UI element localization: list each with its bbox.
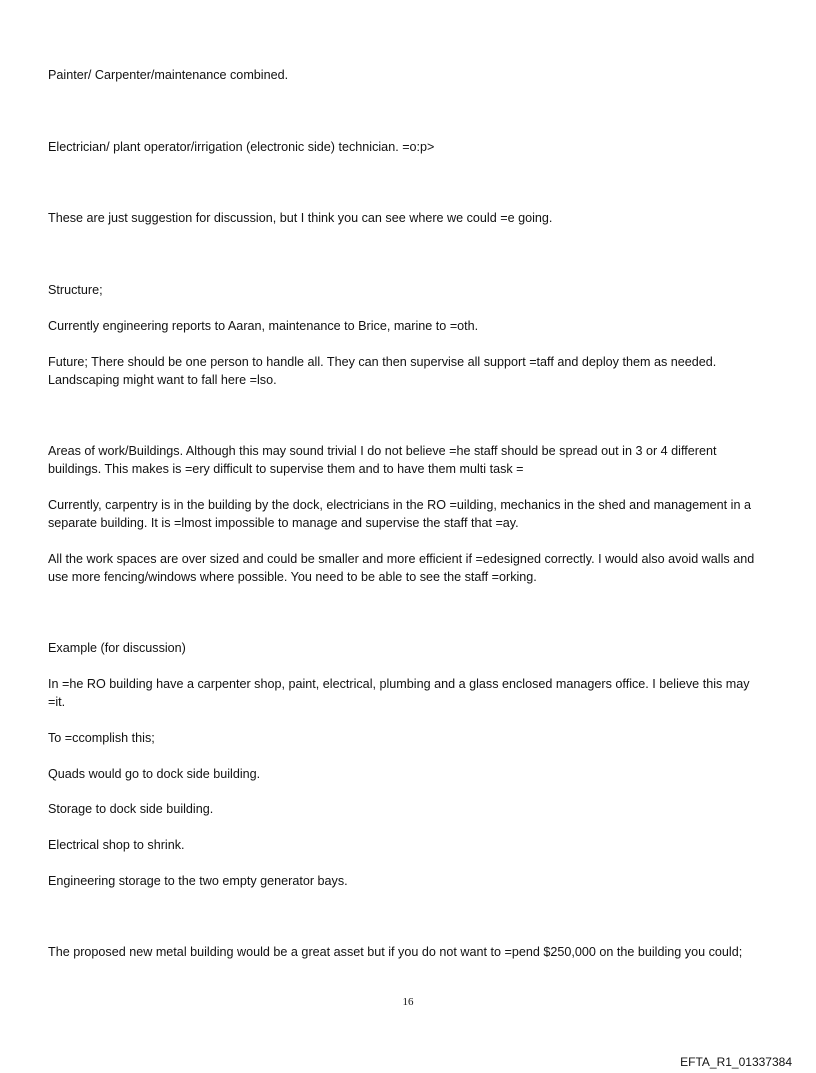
paragraph-quads: Quads would go to dock side building. [48, 767, 261, 781]
paragraph-currently-carpentry: Currently, carpentry is in the building by the dock, electricians in the RO =uilding, mechanics in the shed and management in a separate building. It is =lmost impossible to manage and supervise the staff that =ay. [48, 498, 751, 530]
paragraph-areas-of-work: Areas of work/Buildings. Although this may sound trivial I do not believe =he staff should be spread out in 3 or 4 different buildings. This makes is =ery difficult to supervise them and to have them multi task = [48, 444, 717, 476]
document-id: EFTA_R1_01337384 [680, 1055, 792, 1069]
paragraph-structure-heading: Structure; [48, 283, 103, 297]
paragraph-electrical-shop: Electrical shop to shrink. [48, 838, 185, 852]
paragraph-future: Future; There should be one person to handle all. They can then supervise all support =taff and deploy them as needed. Landscaping might want to fall here =lso. [48, 355, 717, 387]
paragraph-storage: Storage to dock side building. [48, 802, 214, 816]
paragraph-currently-engineering: Currently engineering reports to Aaran, maintenance to Brice, marine to =oth. [48, 319, 479, 333]
paragraph-ro-building: In =he RO building have a carpenter shop, paint, electrical, plumbing and a glass enclosed managers office. I believe this may =it. [48, 677, 750, 709]
paragraph-proposed-metal-building: The proposed new metal building would be a great asset but if you do not want to =pend $250,000 on the building you could; [48, 945, 743, 959]
paragraph-work-spaces: All the work spaces are over sized and could be smaller and more efficient if =edesigned correctly. I would also avoid walls and use more fencing/windows where possible. You need to be able to see the staff =orking. [48, 552, 755, 584]
paragraph-painter-carpenter: Painter/ Carpenter/maintenance combined. [48, 68, 289, 82]
paragraph-to-accomplish: To =ccomplish this; [48, 731, 155, 745]
page-number: 16 [402, 996, 414, 1008]
paragraph-engineering-storage: Engineering storage to the two empty generator bays. [48, 874, 348, 888]
paragraph-suggestion: These are just suggestion for discussion, but I think you can see where we could =e going. [48, 211, 553, 225]
paragraph-electrician: Electrician/ plant operator/irrigation (electronic side) technician. =o:p> [48, 140, 435, 154]
paragraph-example-heading: Example (for discussion) [48, 641, 186, 655]
